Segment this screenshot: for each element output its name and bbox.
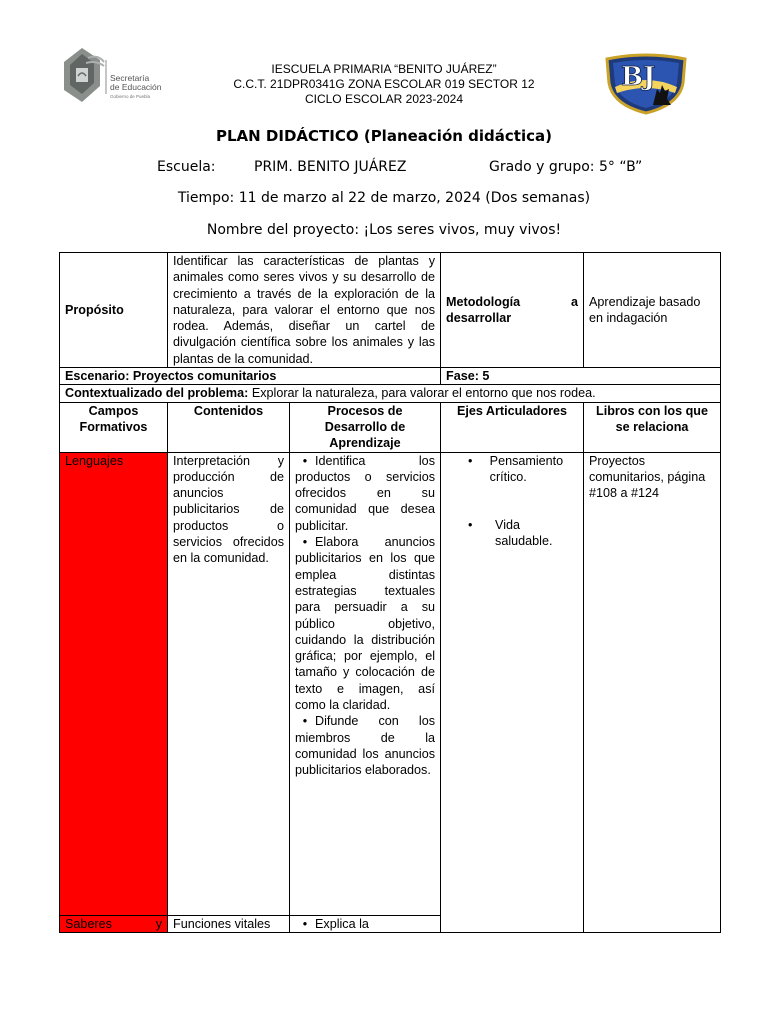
tiempo-line: Tiempo: 11 de marzo al 22 de marzo, 2024 (Dos semanas)	[177, 190, 591, 206]
eje-text: Pensamiento crítico.	[489, 453, 564, 484]
metodologia-label-2: desarrollar	[446, 311, 512, 326]
metodologia-label	[441, 253, 584, 368]
header-campos: Campos Formativos	[60, 402, 168, 452]
header-libros: Libros con los que se relaciona	[584, 402, 721, 452]
contenido-saberes: Funciones vitales	[168, 915, 290, 932]
proposito-row	[60, 253, 721, 368]
escuela-value: PRIM. BENITO JUÁREZ	[254, 159, 407, 175]
svg-text:Secretaría: Secretaría	[110, 73, 150, 83]
escenario: Escenario: Proyectos comunitarios	[60, 368, 441, 385]
campo-saberes-y: y	[155, 916, 162, 931]
escenario-row	[60, 368, 721, 385]
metodologia-label-1: Metodología	[446, 294, 521, 309]
proyecto-line: Nombre del proyecto: ¡Los seres vivos, muy vivos!	[206, 222, 562, 238]
bullet-icon: •	[468, 518, 473, 533]
eje-item	[468, 453, 578, 486]
proceso-item: • Elabora anuncios publicitarios en los que emplea distintas estrategias textuales para persuadir a su público objetivo, cuidando la distribución gráfica; por ejemplo, el tamaño y colocación de texto e imagen, así como la claridad.	[295, 534, 435, 713]
plan-table	[59, 252, 721, 933]
row-lenguajes	[60, 452, 721, 915]
proposito-label: Propósito	[60, 253, 168, 368]
header-row	[60, 402, 721, 452]
eje-item	[468, 517, 578, 550]
doc-title: PLAN DIDÁCTICO (Planeación didáctica)	[216, 127, 552, 145]
contexto-row	[60, 385, 721, 402]
header-contenidos: Contenidos	[168, 402, 290, 452]
campo-saberes	[60, 915, 168, 932]
campo-saberes-word: Saberes	[65, 916, 112, 931]
svg-text:de Educación: de Educación	[110, 82, 162, 92]
eje-text: Vida saludable.	[495, 518, 553, 549]
metodologia-value: Aprendizaje basado en indagación	[584, 253, 721, 368]
fase: Fase: 5	[441, 368, 721, 385]
procesos-saberes	[290, 915, 441, 932]
metodologia-label-a: a	[570, 294, 578, 309]
school-cct: C.C.T. 21DPR0341G ZONA ESCOLAR 019 SECTOR 12	[233, 77, 535, 91]
svg-text:BJ: BJ	[621, 62, 656, 92]
ejes-lenguajes	[441, 452, 584, 932]
sep-logo-icon	[60, 46, 176, 104]
proposito-text: Identificar las características de plantas y animales como seres vivos y su desarrollo de crecimiento a través de la exploración de la naturaleza, para valorar el entorno que nos rodea. Además, diseñar un cartel de divulgación científica sobre los animales y las plantas de la comunidad.	[168, 253, 441, 368]
contexto-text: Explorar la naturaleza, para valorar el entorno que nos rodea.	[248, 386, 596, 401]
campo-lenguajes: Lenguajes	[60, 452, 168, 915]
proceso-item: • Explica la	[295, 916, 435, 932]
escuela-label: Escuela:	[157, 159, 216, 175]
svg-text:Gobierno de Puebla: Gobierno de Puebla	[110, 94, 151, 99]
school-cycle: CICLO ESCOLAR 2023-2024	[304, 92, 464, 106]
contenido-lenguajes: Interpretación y producción de anuncios publicitarios de productos o servicios ofrecidos en la comunidad.	[168, 452, 290, 915]
proceso-item: • Identifica los productos o servicios ofrecidos en su comunidad que desea publicitar.	[295, 453, 435, 534]
header-procesos: Procesos de Desarrollo de Aprendizaje	[290, 402, 441, 452]
proceso-item: • Difunde con los miembros de la comunidad los anuncios publicitarios elaborados.	[295, 713, 435, 778]
header-ejes: Ejes Articuladores	[441, 402, 584, 452]
school-name: IESCUELA PRIMARIA “BENITO JUÁREZ”	[271, 62, 497, 76]
procesos-lenguajes	[290, 452, 441, 915]
grado-grupo: Grado y grupo: 5° “B”	[489, 159, 643, 175]
contexto-label: Contextualizado del problema:	[65, 386, 249, 401]
bullet-icon: •	[468, 453, 473, 468]
bj-shield-logo-icon	[603, 53, 689, 115]
libros-lenguajes: Proyectos comunitarios, página #108 a #124	[584, 452, 721, 932]
school-header	[180, 62, 588, 107]
contexto	[60, 385, 721, 402]
